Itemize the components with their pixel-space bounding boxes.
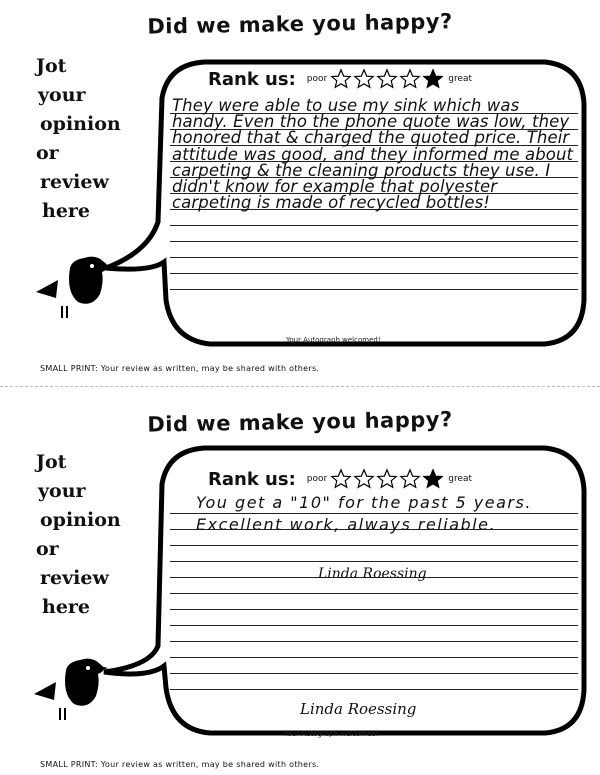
bird-icon — [34, 659, 108, 720]
jot-word: here — [42, 596, 91, 618]
review-card-2 — [0, 388, 600, 775]
rank-great-label: great — [448, 474, 473, 484]
autograph-signature[interactable]: Linda Roessing — [300, 700, 417, 718]
bird-icon — [36, 257, 112, 318]
rank-label: Rank us: — [208, 468, 296, 490]
star-empty-icon[interactable] — [330, 68, 352, 90]
jot-word: your — [38, 480, 86, 502]
rank-great-label: great — [448, 74, 473, 84]
card-title: Did we make you happy? — [147, 407, 453, 437]
rank-poor-label: poor — [306, 474, 328, 484]
jot-word: review — [40, 171, 109, 193]
review-signature: Linda Roessing — [318, 566, 427, 582]
review-text[interactable]: You get a "10" for the past 5 years. Excellent work, always reliable. — [196, 493, 532, 534]
rank-label: Rank us: — [208, 68, 296, 90]
jot-word: review — [40, 567, 109, 589]
jot-word: opinion — [40, 509, 121, 531]
star-empty-icon[interactable] — [353, 68, 375, 90]
writing-lines — [170, 513, 578, 705]
star-empty-icon[interactable] — [399, 468, 421, 490]
jot-word: Jot — [36, 55, 67, 77]
jot-word: or — [36, 538, 59, 560]
star-empty-icon[interactable] — [330, 468, 352, 490]
star-empty-icon[interactable] — [353, 468, 375, 490]
jot-prompt — [36, 448, 146, 622]
rank-row — [208, 68, 475, 90]
jot-word: here — [42, 200, 91, 222]
rank-row — [208, 468, 475, 490]
small-print: SMALL PRINT: Your review as written, may be shared with others. — [40, 760, 320, 769]
star-rating[interactable] — [330, 468, 445, 490]
divider — [0, 386, 600, 387]
jot-word: Jot — [36, 451, 67, 473]
jot-prompt — [36, 52, 146, 226]
star-filled-icon[interactable] — [422, 68, 444, 90]
star-empty-icon[interactable] — [399, 68, 421, 90]
rank-poor-label: poor — [306, 74, 328, 84]
autograph-label: Your Autograph welcomed! — [286, 336, 381, 344]
review-card-1 — [0, 0, 600, 387]
card-title: Did we make you happy? — [147, 9, 453, 39]
small-print: SMALL PRINT: Your review as written, may be shared with others. — [40, 364, 320, 373]
star-empty-icon[interactable] — [376, 68, 398, 90]
jot-word: or — [36, 142, 59, 164]
jot-word: your — [38, 84, 86, 106]
star-empty-icon[interactable] — [376, 468, 398, 490]
star-filled-icon[interactable] — [422, 468, 444, 490]
review-text[interactable]: They were able to use my sink which was handy. Even tho the phone quote was low, they honored that & charged the quoted price. Their attitude was good, and they informed me about carpeting & the cleaning products they use. I didn't know for example that polyester carpeting is made of recycled bottles! — [172, 96, 574, 213]
star-rating[interactable] — [330, 68, 445, 90]
autograph-label: Your Autograph welcomed! — [284, 730, 379, 738]
jot-word: opinion — [40, 113, 121, 135]
